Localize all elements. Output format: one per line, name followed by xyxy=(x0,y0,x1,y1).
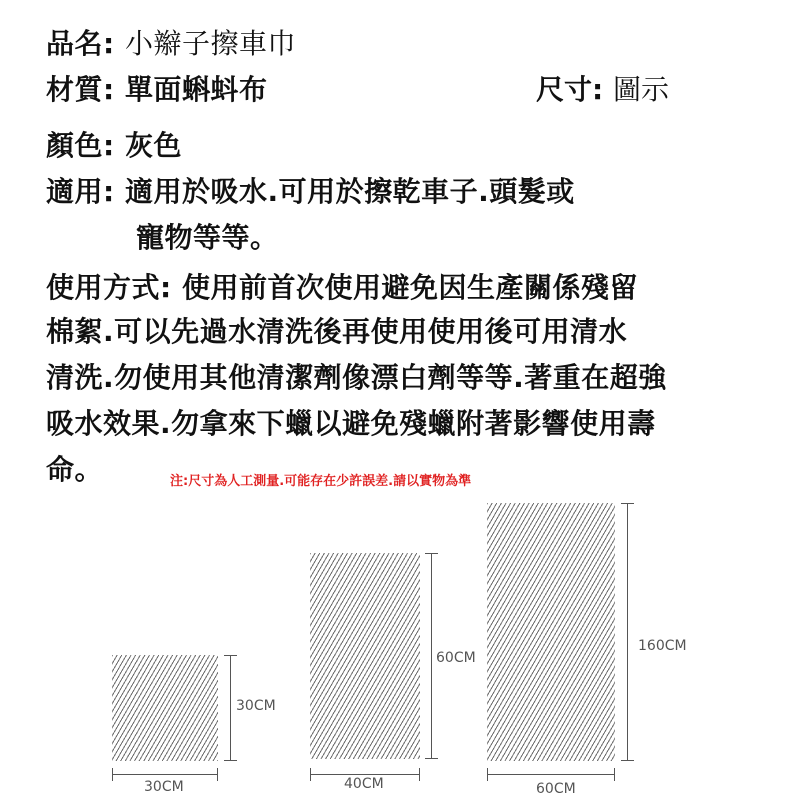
size-line xyxy=(536,72,669,108)
usage-line-2: 寵物等等。 xyxy=(136,221,279,254)
size-label: 尺寸: xyxy=(536,73,604,106)
usage-value: 適用於吸水.可用於擦乾車子.頭髮或 xyxy=(124,175,575,208)
towel-medium-height-line xyxy=(431,553,432,759)
color-line xyxy=(46,128,182,164)
towel-large-height-cap-bottom xyxy=(621,760,634,761)
usage-label: 適用: xyxy=(46,175,115,208)
product-name-value: 小辮子擦車巾 xyxy=(124,27,296,60)
towel-medium-width-label: 40CM xyxy=(344,776,384,792)
method-line-3: 清洗.勿使用其他清潔劑像漂白劑等等.著重在超強 xyxy=(46,361,667,394)
towel-small-width-cap-left xyxy=(112,768,113,781)
method-line-5: 命。 xyxy=(46,453,104,486)
size-value: 圖示 xyxy=(612,73,669,106)
towel-medium-width-line xyxy=(310,774,420,775)
towel-small-width-line xyxy=(112,774,218,775)
towel-large-height-cap-top xyxy=(621,503,634,504)
usage-line xyxy=(46,174,575,210)
material-line xyxy=(46,72,267,108)
material-label: 材質: xyxy=(46,73,115,106)
method-line-4: 吸水效果.勿拿來下蠟以避免殘蠟附著影響使用壽 xyxy=(46,407,656,440)
towel-small-width-cap-right xyxy=(217,768,218,781)
towel-small-height-cap-top xyxy=(224,655,237,656)
measurement-note: 注:尺寸為人工測量.可能存在少許誤差.請以實物為準 xyxy=(170,474,472,489)
method-line-1: 使用方式: 使用前首次使用避免因生產關係殘留 xyxy=(46,271,638,304)
material-value: 單面蝌蚪布 xyxy=(124,73,268,106)
product-name-label: 品名: xyxy=(46,27,115,60)
towel-large-width-line xyxy=(487,774,615,775)
towel-medium-width-cap-right xyxy=(419,768,420,781)
towel-medium-image xyxy=(310,553,420,759)
towel-small-image xyxy=(112,655,218,761)
towel-large-width-cap-right xyxy=(614,768,615,781)
towel-small-height-cap-bottom xyxy=(224,760,237,761)
towel-large-width-cap-left xyxy=(487,768,488,781)
towel-small-height-label: 30CM xyxy=(236,698,276,714)
method-line-2: 棉絮.可以先過水清洗後再使用使用後可用清水 xyxy=(46,315,628,348)
towel-medium-height-cap-bottom xyxy=(425,758,438,759)
towel-large-height-label: 160CM xyxy=(638,638,687,654)
color-label: 顏色: xyxy=(46,129,115,162)
towel-large-height-line xyxy=(627,503,628,761)
towel-medium-height-label: 60CM xyxy=(436,650,476,666)
color-value: 灰色 xyxy=(124,129,182,162)
towel-medium-width-cap-left xyxy=(310,768,311,781)
towel-small-width-label: 30CM xyxy=(144,779,184,795)
towel-small-height-line xyxy=(230,655,231,761)
towel-medium-height-cap-top xyxy=(425,553,438,554)
towel-large-width-label: 60CM xyxy=(536,781,576,797)
product-name-line xyxy=(46,26,296,62)
towel-large-image xyxy=(487,503,615,761)
